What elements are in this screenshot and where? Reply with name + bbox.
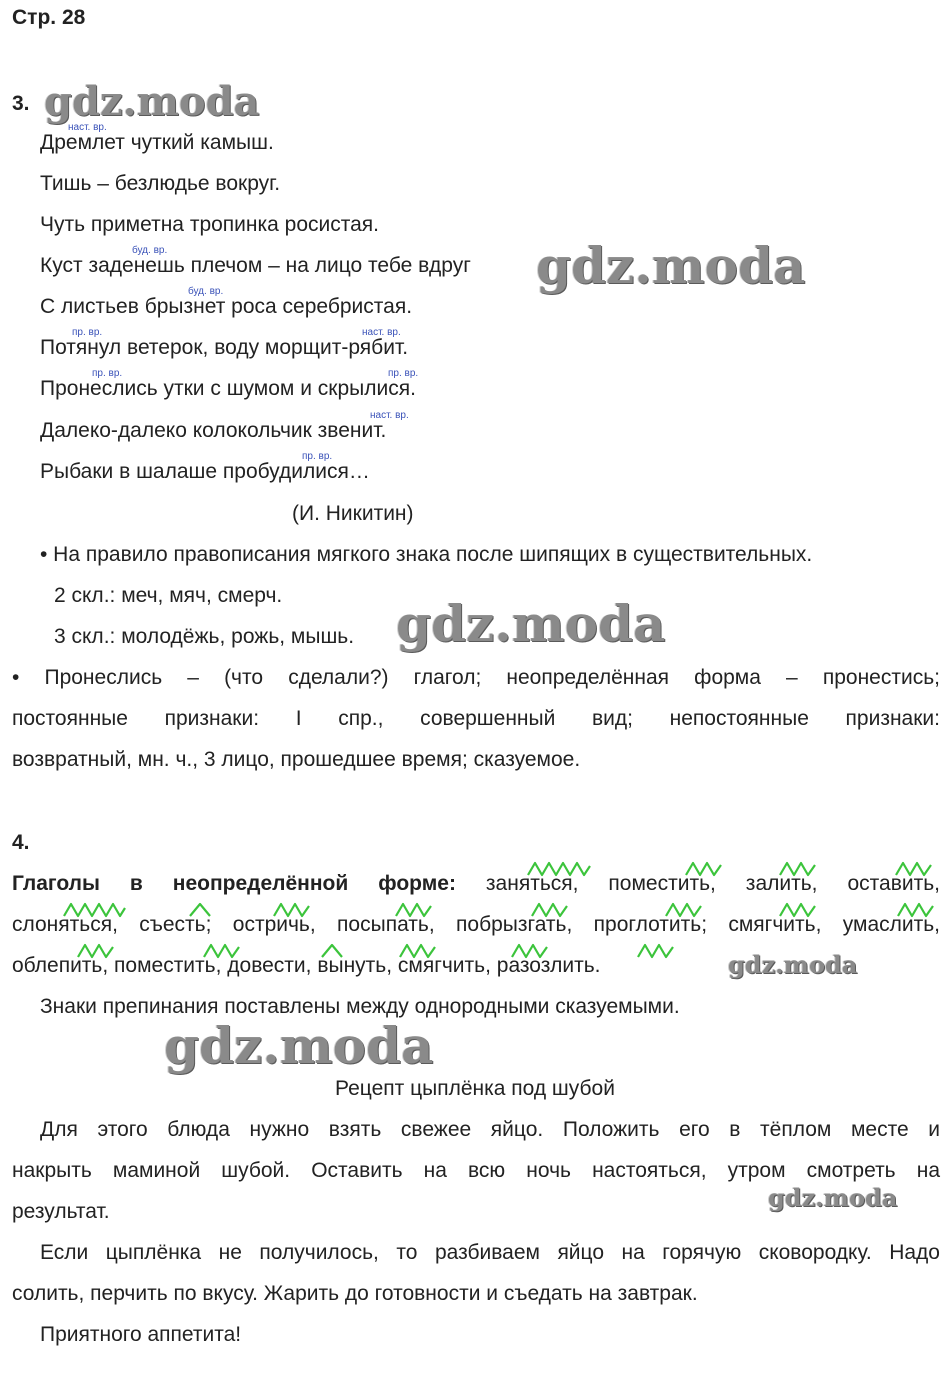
tense-tag-past: пр. вр.	[92, 368, 123, 379]
recipe-p2-line-1: Если цыплёнка не получилось, то разбиваем яйцо на горячую сковородку. Надо	[40, 1241, 940, 1264]
poem-line-2: Тишь – безлюдье вокруг.	[40, 172, 281, 195]
recipe-p1-line-2: накрыть маминой шубой. Оставить на всю ночь настояться, утром смотреть на	[12, 1159, 940, 1182]
watermark: gdz.moda	[164, 1016, 434, 1075]
tense-tag-past: пр. вр.	[72, 327, 103, 338]
verb-analysis-line-1: • Пронеслись – (что сделали?) глагол; неопределённая форма – пронестись;	[12, 666, 940, 689]
watermark: gdz.moda	[768, 1183, 898, 1212]
verbs-line-2: слоняться, съесть; остричь, посыпать, побрызгать, проглотить; смягчить, умаслить,	[12, 913, 940, 936]
poem-line-6: Потянул ветерок, воду морщит-рябит.	[40, 336, 409, 359]
page-title: Стр. 28	[12, 6, 86, 29]
punctuation-note: Знаки препинания поставлены между однородными сказуемыми.	[40, 995, 680, 1018]
tense-tag-present: наст. вр.	[362, 327, 401, 338]
tense-tag-past: пр. вр.	[388, 368, 419, 379]
recipe-title: Рецепт цыплёнка под шубой	[335, 1077, 615, 1100]
verb-analysis-line-3: возвратный, мн. ч., 3 лицо, прошедшее время; сказуемое.	[12, 748, 581, 771]
poem-line-8: Далеко-далеко колокольчик звенит.	[40, 419, 387, 442]
declension-3-examples: 3 скл.: молодёжь, рожь, мышь.	[54, 625, 355, 648]
declension-2-examples: 2 скл.: меч, мяч, смерч.	[54, 584, 283, 607]
verbs-line-1	[12, 872, 940, 896]
tense-tag-present: наст. вр.	[370, 410, 409, 421]
poem-author: (И. Никитин)	[292, 502, 414, 525]
poem-line-3: Чуть приметна тропинка росистая.	[40, 213, 380, 236]
recipe-closing: Приятного аппетита!	[40, 1323, 242, 1346]
verb-analysis-line-2: постоянные признаки: I спр., совершенный вид; непостоянные признаки:	[12, 707, 940, 730]
watermark: gdz.moda	[536, 236, 806, 295]
task-3-number: 3.	[12, 92, 30, 115]
verbs-list-1: заняться, поместить, залить, оставить,	[485, 872, 940, 895]
tense-tag-future: буд. вр.	[188, 286, 224, 297]
poem-line-5: С листьев брызнет роса серебристая.	[40, 295, 413, 318]
poem-line-1: Дремлет чуткий камыш.	[40, 131, 274, 154]
tense-tag-past: пр. вр.	[302, 451, 333, 462]
task-4-number: 4.	[12, 831, 30, 854]
tense-tag-present: наст. вр.	[68, 122, 107, 133]
recipe-p1-line-3: результат.	[12, 1200, 110, 1223]
poem-line-7: Пронеслись утки с шумом и скрылися.	[40, 377, 416, 400]
tense-tag-future: буд. вр.	[132, 245, 168, 256]
watermark: gdz.moda	[728, 950, 858, 979]
verbs-line-3: облепить, поместить, довести, вынуть, смягчить, разозлить.	[12, 954, 601, 977]
watermark: gdz.moda	[44, 78, 260, 125]
verbs-label: Глаголы в неопределённой форме:	[12, 872, 456, 895]
watermark: gdz.moda	[396, 594, 666, 653]
recipe-p2-line-2: солить, перчить по вкусу. Жарить до готовности и съедать на завтрак.	[12, 1282, 698, 1305]
bullet-soft-sign-rule: • На правило правописания мягкого знака после шипящих в существительных.	[40, 543, 813, 566]
poem-line-4: Куст заденешь плечом – на лицо тебе вдруг	[40, 254, 471, 277]
recipe-p1-line-1: Для этого блюда нужно взять свежее яйцо. Положить его в тёплом месте и	[40, 1118, 940, 1141]
suffix-mark	[638, 945, 673, 957]
poem-line-9: Рыбаки в шалаше пробудилися…	[40, 460, 370, 483]
